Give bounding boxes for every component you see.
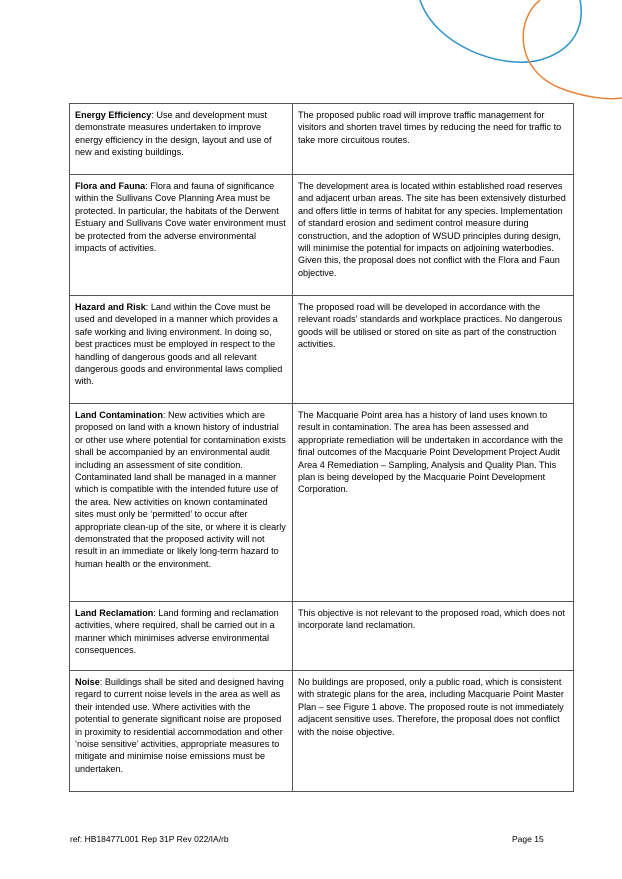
objective-text: : Land within the Cove must be used and developed in a manner which provides a safe working and living environment. In doing so, best practices must be employed in respect to the handling of dangerous goods and all relevant dangerous goods and environmental laws complied with.: [75, 302, 283, 387]
objectives-table: [69, 103, 574, 792]
objective-cell: [70, 175, 293, 296]
objective-cell: [70, 404, 293, 602]
orange-arc: [523, 0, 622, 99]
objective-cell: [70, 104, 293, 175]
table-row: [70, 602, 574, 671]
objective-text: : Land forming and reclamation activities, where required, shall be carried out in a manner which minimises adverse environmental consequences.: [75, 608, 279, 656]
page-number: Page 15: [512, 834, 544, 844]
objective-title: Flora and Fauna: [75, 181, 146, 191]
objective-text: : Flora and fauna of significance within the Sullivans Cove Planning Area must be protected. In particular, the habitats of the Derwent Estuary and Sullivans Cove water environment must be protected from the adverse environmental impacts of activities.: [75, 181, 286, 254]
objective-title: Energy Efficiency: [75, 110, 152, 120]
header-swoosh-decoration: [0, 0, 622, 110]
objective-text: : Use and development must demonstrate measures undertaken to improve energy efficiency in the design, layout and use of new and existing buildings.: [75, 110, 272, 158]
objective-title: Noise: [75, 677, 100, 687]
response-cell: The development area is located within established road reserves and adjacent urban areas. The site has been extensively disturbed and offers little in terms of habitat for any species. Implementation of standard erosion and sediment control measure during construction, and the adoption of WSUD principles during design, will minimise the potential for impacts on adjoining waterbodies. Given this, the proposal does not conflict with the Flora and Faun objective.: [293, 175, 574, 296]
objective-title: Land Reclamation: [75, 608, 154, 618]
response-cell: No buildings are proposed, only a public road, which is consistent with strategic plans for the area, including Macquarie Point Master Plan – see Figure 1 above. The proposed route is not immediately adjacent sensitive uses. Therefore, the proposal does not conflict with the noise objective.: [293, 671, 574, 792]
table-row: [70, 175, 574, 296]
objective-text: : New activities which are proposed on land with a known history of industrial or other use where potential for contamination exists shall be accompanied by an environmental audit including an assessment of site condition. Contaminated land shall be managed in a manner which is compatible with the intended future use of the area. New activities on known contaminated sites must only be ‘permitted’ to occur after appropriate clean-up of the site, or where it is clearly demonstrated that the proposed activity will not result in an immediate or likely long-term hazard to human health or the environment.: [75, 410, 286, 569]
objective-cell: [70, 671, 293, 792]
response-cell: The Macquarie Point area has a history of land uses known to result in contamination. The area has been assessed and appropriate remediation will be undertaken in accordance with the final outcomes of the Macquarie Point Development Project Audit Area 4 Remediation – Sampling, Analysis and Quality Plan. This plan is being developed by the Macquarie Point Development Corporation.: [293, 404, 574, 602]
objective-cell: [70, 602, 293, 671]
blue-arc: [420, 0, 581, 62]
response-cell: The proposed public road will improve traffic management for visitors and shorten travel times by reducing the need for traffic to take more circuitous routes.: [293, 104, 574, 175]
response-cell: The proposed road will be developed in accordance with the relevant roads’ standards and workplace practices. No dangerous goods will be utilised or stored on site as part of the construction activities.: [293, 296, 574, 404]
objective-title: Land Contamination: [75, 410, 163, 420]
table-row: [70, 104, 574, 175]
objective-title: Hazard and Risk: [75, 302, 146, 312]
table-row: [70, 296, 574, 404]
objective-text: : Buildings shall be sited and designed having regard to current noise levels in the area as well as their intended use. Where activities with the potential to generate significant noise are proposed in proximity to residential accommodation and other ‘noise sensitive’ activities, appropriate measures to mitigate and minimise noise emissions must be undertaken.: [75, 677, 284, 774]
table-row: [70, 404, 574, 602]
response-cell: This objective is not relevant to the proposed road, which does not incorporate land reclamation.: [293, 602, 574, 671]
objective-cell: [70, 296, 293, 404]
table-row: [70, 671, 574, 792]
footer-reference: ref: HB18477L001 Rep 31P Rev 022/IA/rb: [70, 834, 229, 844]
